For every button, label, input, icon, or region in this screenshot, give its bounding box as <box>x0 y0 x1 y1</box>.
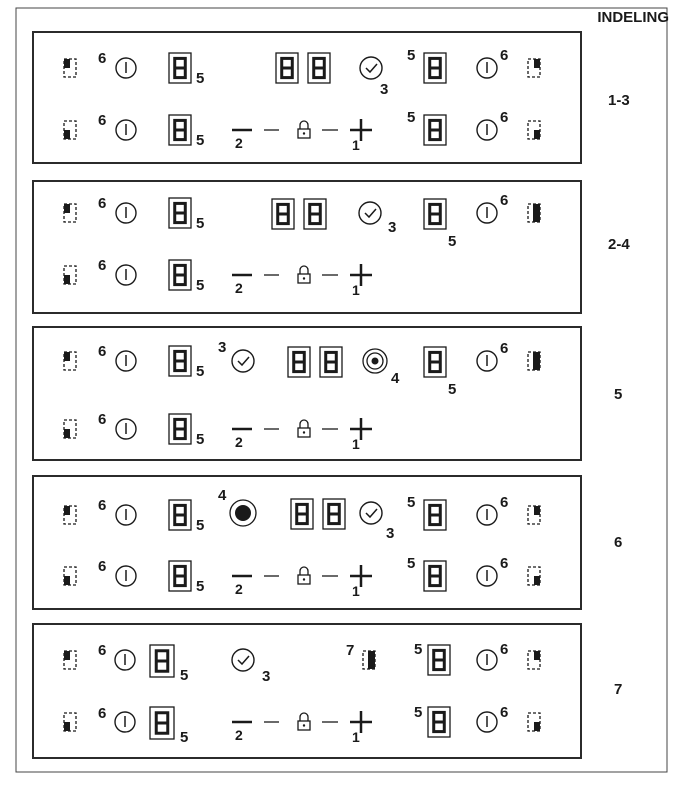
callout-number: 5 <box>196 578 205 595</box>
zone-indicator-icon <box>528 204 540 222</box>
callout-number: 3 <box>218 339 227 356</box>
zone-indicator-icon <box>64 204 76 222</box>
lock-icon <box>298 266 310 283</box>
zone-indicator-icon <box>64 506 76 524</box>
callout-number: 1 <box>352 583 360 599</box>
power-icon <box>116 351 136 371</box>
zone-indicator-icon <box>363 651 375 669</box>
callout-number: 6 <box>500 704 509 721</box>
power-icon <box>477 120 497 140</box>
callout-number: 1 <box>352 282 360 298</box>
digit-display-icon <box>276 53 298 83</box>
digit-display-icon <box>304 199 326 229</box>
callout-number: 6 <box>500 109 509 126</box>
outer-frame <box>16 8 667 772</box>
digit-display-icon <box>424 53 446 83</box>
zone-indicator-icon <box>64 352 76 370</box>
power-icon <box>477 505 497 525</box>
callout-number: 6 <box>500 340 509 357</box>
lock-icon <box>298 567 310 584</box>
lock-icon <box>298 713 310 730</box>
callout-number: 6 <box>500 192 509 209</box>
digit-display-icon <box>169 346 191 376</box>
digit-display-icon <box>323 499 345 529</box>
zone-indicator-icon <box>64 121 76 139</box>
callout-number: 5 <box>196 132 205 149</box>
header-title: INDELING <box>597 9 669 26</box>
panel-box <box>33 476 581 609</box>
callout-number: 5 <box>196 431 205 448</box>
power-slider <box>232 711 372 745</box>
callout-number: 3 <box>386 525 395 542</box>
digit-display-icon <box>169 53 191 83</box>
power-slider <box>232 119 372 153</box>
callout-number: 6 <box>98 411 107 428</box>
zone-indicator-icon <box>64 420 76 438</box>
timer-icon <box>360 502 382 524</box>
zone-indicator-icon <box>64 59 76 77</box>
callout-number: 6 <box>98 195 107 212</box>
callout-number: 6 <box>500 494 509 511</box>
zone-indicator-icon <box>528 713 540 731</box>
callout-number: 2 <box>235 280 243 296</box>
digit-display-icon <box>320 347 342 377</box>
callout-number: 6 <box>98 343 107 360</box>
callout-number: 5 <box>414 704 423 721</box>
digit-display-icon <box>428 707 450 737</box>
zone-indicator-icon <box>64 713 76 731</box>
callout-number: 1 <box>352 436 360 452</box>
callout-number: 6 <box>500 555 509 572</box>
digit-display-icon <box>169 561 191 591</box>
digit-display-icon <box>424 500 446 530</box>
callout-number: 5 <box>196 70 205 87</box>
digit-display-icon <box>291 499 313 529</box>
panel-label: 6 <box>614 534 623 551</box>
callout-number: 5 <box>407 109 416 126</box>
callout-number: 3 <box>388 219 397 236</box>
digit-display-icon <box>169 198 191 228</box>
timer-icon <box>360 57 382 79</box>
panel-box <box>33 181 581 313</box>
digit-display-icon <box>150 707 174 739</box>
power-icon <box>116 419 136 439</box>
callout-number: 4 <box>391 370 400 387</box>
callout-number: 2 <box>235 135 243 151</box>
callout-number: 2 <box>235 434 243 450</box>
callout-number: 5 <box>407 555 416 572</box>
power-icon <box>116 120 136 140</box>
callout-number: 5 <box>407 47 416 64</box>
power-icon <box>115 650 135 670</box>
callout-number: 6 <box>98 257 107 274</box>
digit-display-icon <box>169 414 191 444</box>
panel-box <box>33 624 581 758</box>
callout-number: 5 <box>196 363 205 380</box>
callout-number: 7 <box>346 642 355 659</box>
power-icon <box>116 505 136 525</box>
power-icon <box>477 351 497 371</box>
digit-display-icon <box>308 53 330 83</box>
callout-number: 4 <box>218 487 227 504</box>
zone-indicator-icon <box>64 567 76 585</box>
callout-number: 6 <box>500 641 509 658</box>
callout-number: 6 <box>98 50 107 67</box>
zone-indicator-icon <box>528 567 540 585</box>
panel-label: 7 <box>614 681 623 698</box>
callout-number: 5 <box>180 729 189 746</box>
callout-number: 5 <box>180 667 189 684</box>
power-icon <box>115 712 135 732</box>
lock-icon <box>298 420 310 437</box>
callout-number: 6 <box>98 642 107 659</box>
callout-number: 5 <box>196 215 205 232</box>
power-icon <box>116 566 136 586</box>
digit-display-icon <box>424 347 446 377</box>
callout-number: 1 <box>352 729 360 745</box>
digit-display-icon <box>424 115 446 145</box>
digit-display-icon <box>424 561 446 591</box>
power-icon <box>477 203 497 223</box>
zone-indicator-icon <box>528 59 540 77</box>
callout-number: 6 <box>98 558 107 575</box>
power-icon <box>116 203 136 223</box>
callout-number: 5 <box>448 381 457 398</box>
digit-display-icon <box>424 199 446 229</box>
callout-number: 5 <box>448 233 457 250</box>
digit-display-icon <box>428 645 450 675</box>
power-icon <box>477 58 497 78</box>
zone-indicator-icon <box>528 121 540 139</box>
timer-icon <box>232 649 254 671</box>
digit-display-icon <box>272 199 294 229</box>
timer-icon <box>232 350 254 372</box>
callout-number: 3 <box>380 81 389 98</box>
callout-number: 5 <box>414 641 423 658</box>
callout-number: 5 <box>196 517 205 534</box>
bridge-zone-icon <box>230 500 256 526</box>
panel-label: 5 <box>614 386 623 403</box>
bridge-zone-icon <box>363 349 387 373</box>
zone-indicator-icon <box>528 506 540 524</box>
zone-indicator-icon <box>528 651 540 669</box>
zone-indicator-icon <box>528 352 540 370</box>
callout-number: 1 <box>352 137 360 153</box>
power-slider <box>232 565 372 599</box>
callout-number: 6 <box>98 112 107 129</box>
digit-display-icon <box>169 115 191 145</box>
digit-display-icon <box>288 347 310 377</box>
digit-display-icon <box>150 645 174 677</box>
lock-icon <box>298 121 310 138</box>
callout-number: 2 <box>235 581 243 597</box>
timer-icon <box>359 202 381 224</box>
power-icon <box>477 650 497 670</box>
zone-indicator-icon <box>64 266 76 284</box>
callout-number: 6 <box>500 47 509 64</box>
zone-indicator-icon <box>64 651 76 669</box>
callout-number: 6 <box>98 497 107 514</box>
digit-display-icon <box>169 260 191 290</box>
panel-label: 1-3 <box>608 92 630 109</box>
callout-number: 5 <box>407 494 416 511</box>
callout-number: 6 <box>98 705 107 722</box>
power-icon <box>116 265 136 285</box>
panel-label: 2-4 <box>608 236 630 253</box>
callout-number: 5 <box>196 277 205 294</box>
power-slider <box>232 264 372 298</box>
callout-number: 2 <box>235 727 243 743</box>
power-icon <box>477 566 497 586</box>
digit-display-icon <box>169 500 191 530</box>
panel-box <box>33 32 581 163</box>
power-slider <box>232 418 372 452</box>
callout-number: 3 <box>262 668 271 685</box>
power-icon <box>116 58 136 78</box>
power-icon <box>477 712 497 732</box>
